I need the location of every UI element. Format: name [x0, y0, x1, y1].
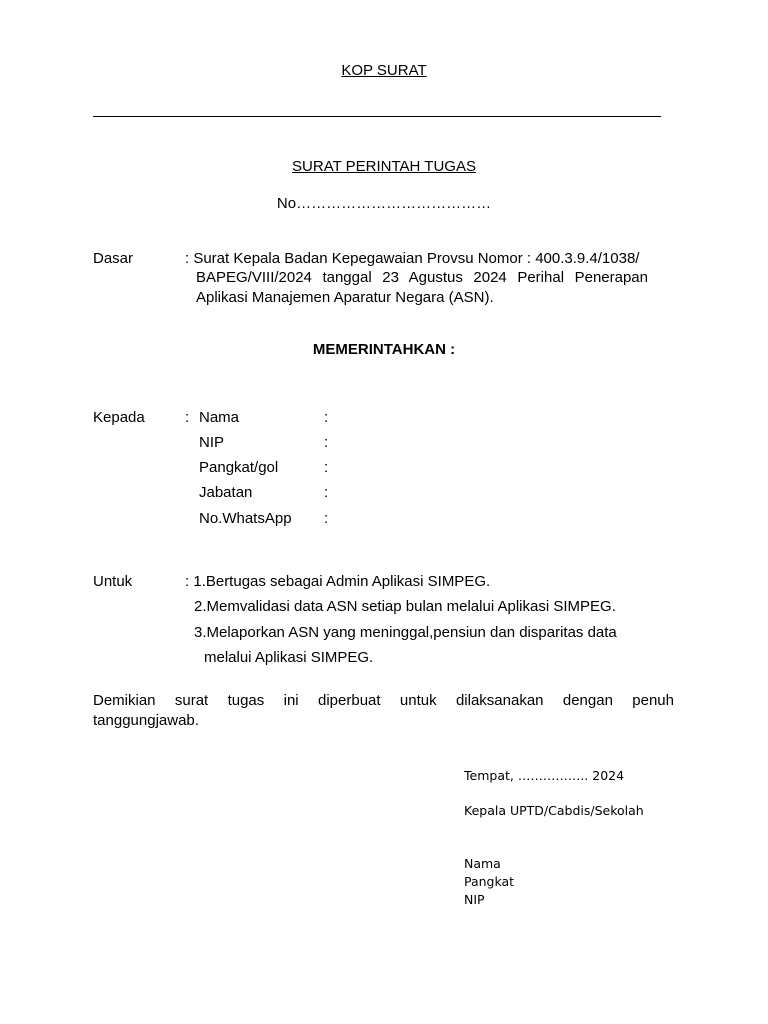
field-jabatan-label: Jabatan [199, 484, 253, 501]
kepada-label: Kepada [93, 409, 145, 426]
field-nip-label: NIP [199, 434, 225, 451]
field-nip-separator: : [324, 434, 329, 451]
field-nama-label: Nama [199, 409, 240, 426]
field-whatsapp-separator: : [324, 510, 329, 527]
signature-rank: Pangkat [464, 874, 515, 889]
field-pangkat-separator: : [324, 459, 329, 476]
kop-surat-heading: KOP SURAT [341, 62, 427, 79]
kepada-colon: : [185, 409, 190, 426]
signature-nip: NIP [464, 892, 485, 907]
dasar-line-3: Aplikasi Manajemen Aparatur Negara (ASN). [196, 289, 494, 306]
signature-position: Kepala UPTD/Cabdis/Sekolah [464, 803, 644, 818]
untuk-label: Untuk [93, 573, 133, 590]
untuk-item-1: : 1.Bertugas sebagai Admin Aplikasi SIMPEG. [185, 573, 491, 590]
untuk-item-3-continued: melalui Aplikasi SIMPEG. [204, 649, 374, 666]
field-jabatan-separator: : [324, 484, 329, 501]
document-title: SURAT PERINTAH TUGAS [292, 158, 476, 175]
field-pangkat-label: Pangkat/gol [199, 459, 279, 476]
untuk-item-3: 3.Melaporkan ASN yang meninggal,pensiun dan disparitas data [194, 624, 617, 641]
field-whatsapp-label: No.WhatsApp [199, 510, 292, 527]
signature-place-date: Tempat, …………….. 2024 [464, 768, 625, 783]
header-divider [93, 116, 661, 117]
closing-line-2: tanggungjawab. [93, 712, 199, 729]
nomor-surat: No………………………………… [276, 195, 492, 212]
untuk-item-2: 2.Memvalidasi data ASN setiap bulan melalui Aplikasi SIMPEG. [194, 598, 616, 615]
dasar-label: Dasar [93, 250, 134, 267]
memerintahkan-heading: MEMERINTAHKAN : [312, 341, 456, 358]
field-nama-separator: : [324, 409, 329, 426]
dasar-line-2: BAPEG/VIII/2024 tanggal 23 Agustus 2024 Perihal Penerapan [196, 269, 648, 286]
signature-name: Nama [464, 856, 501, 871]
closing-line-1: Demikian surat tugas ini diperbuat untuk dilaksanakan dengan penuh [93, 692, 674, 709]
dasar-line-1: : Surat Kepala Badan Kepegawaian Provsu Nomor : 400.3.9.4/1038/ [185, 250, 640, 267]
